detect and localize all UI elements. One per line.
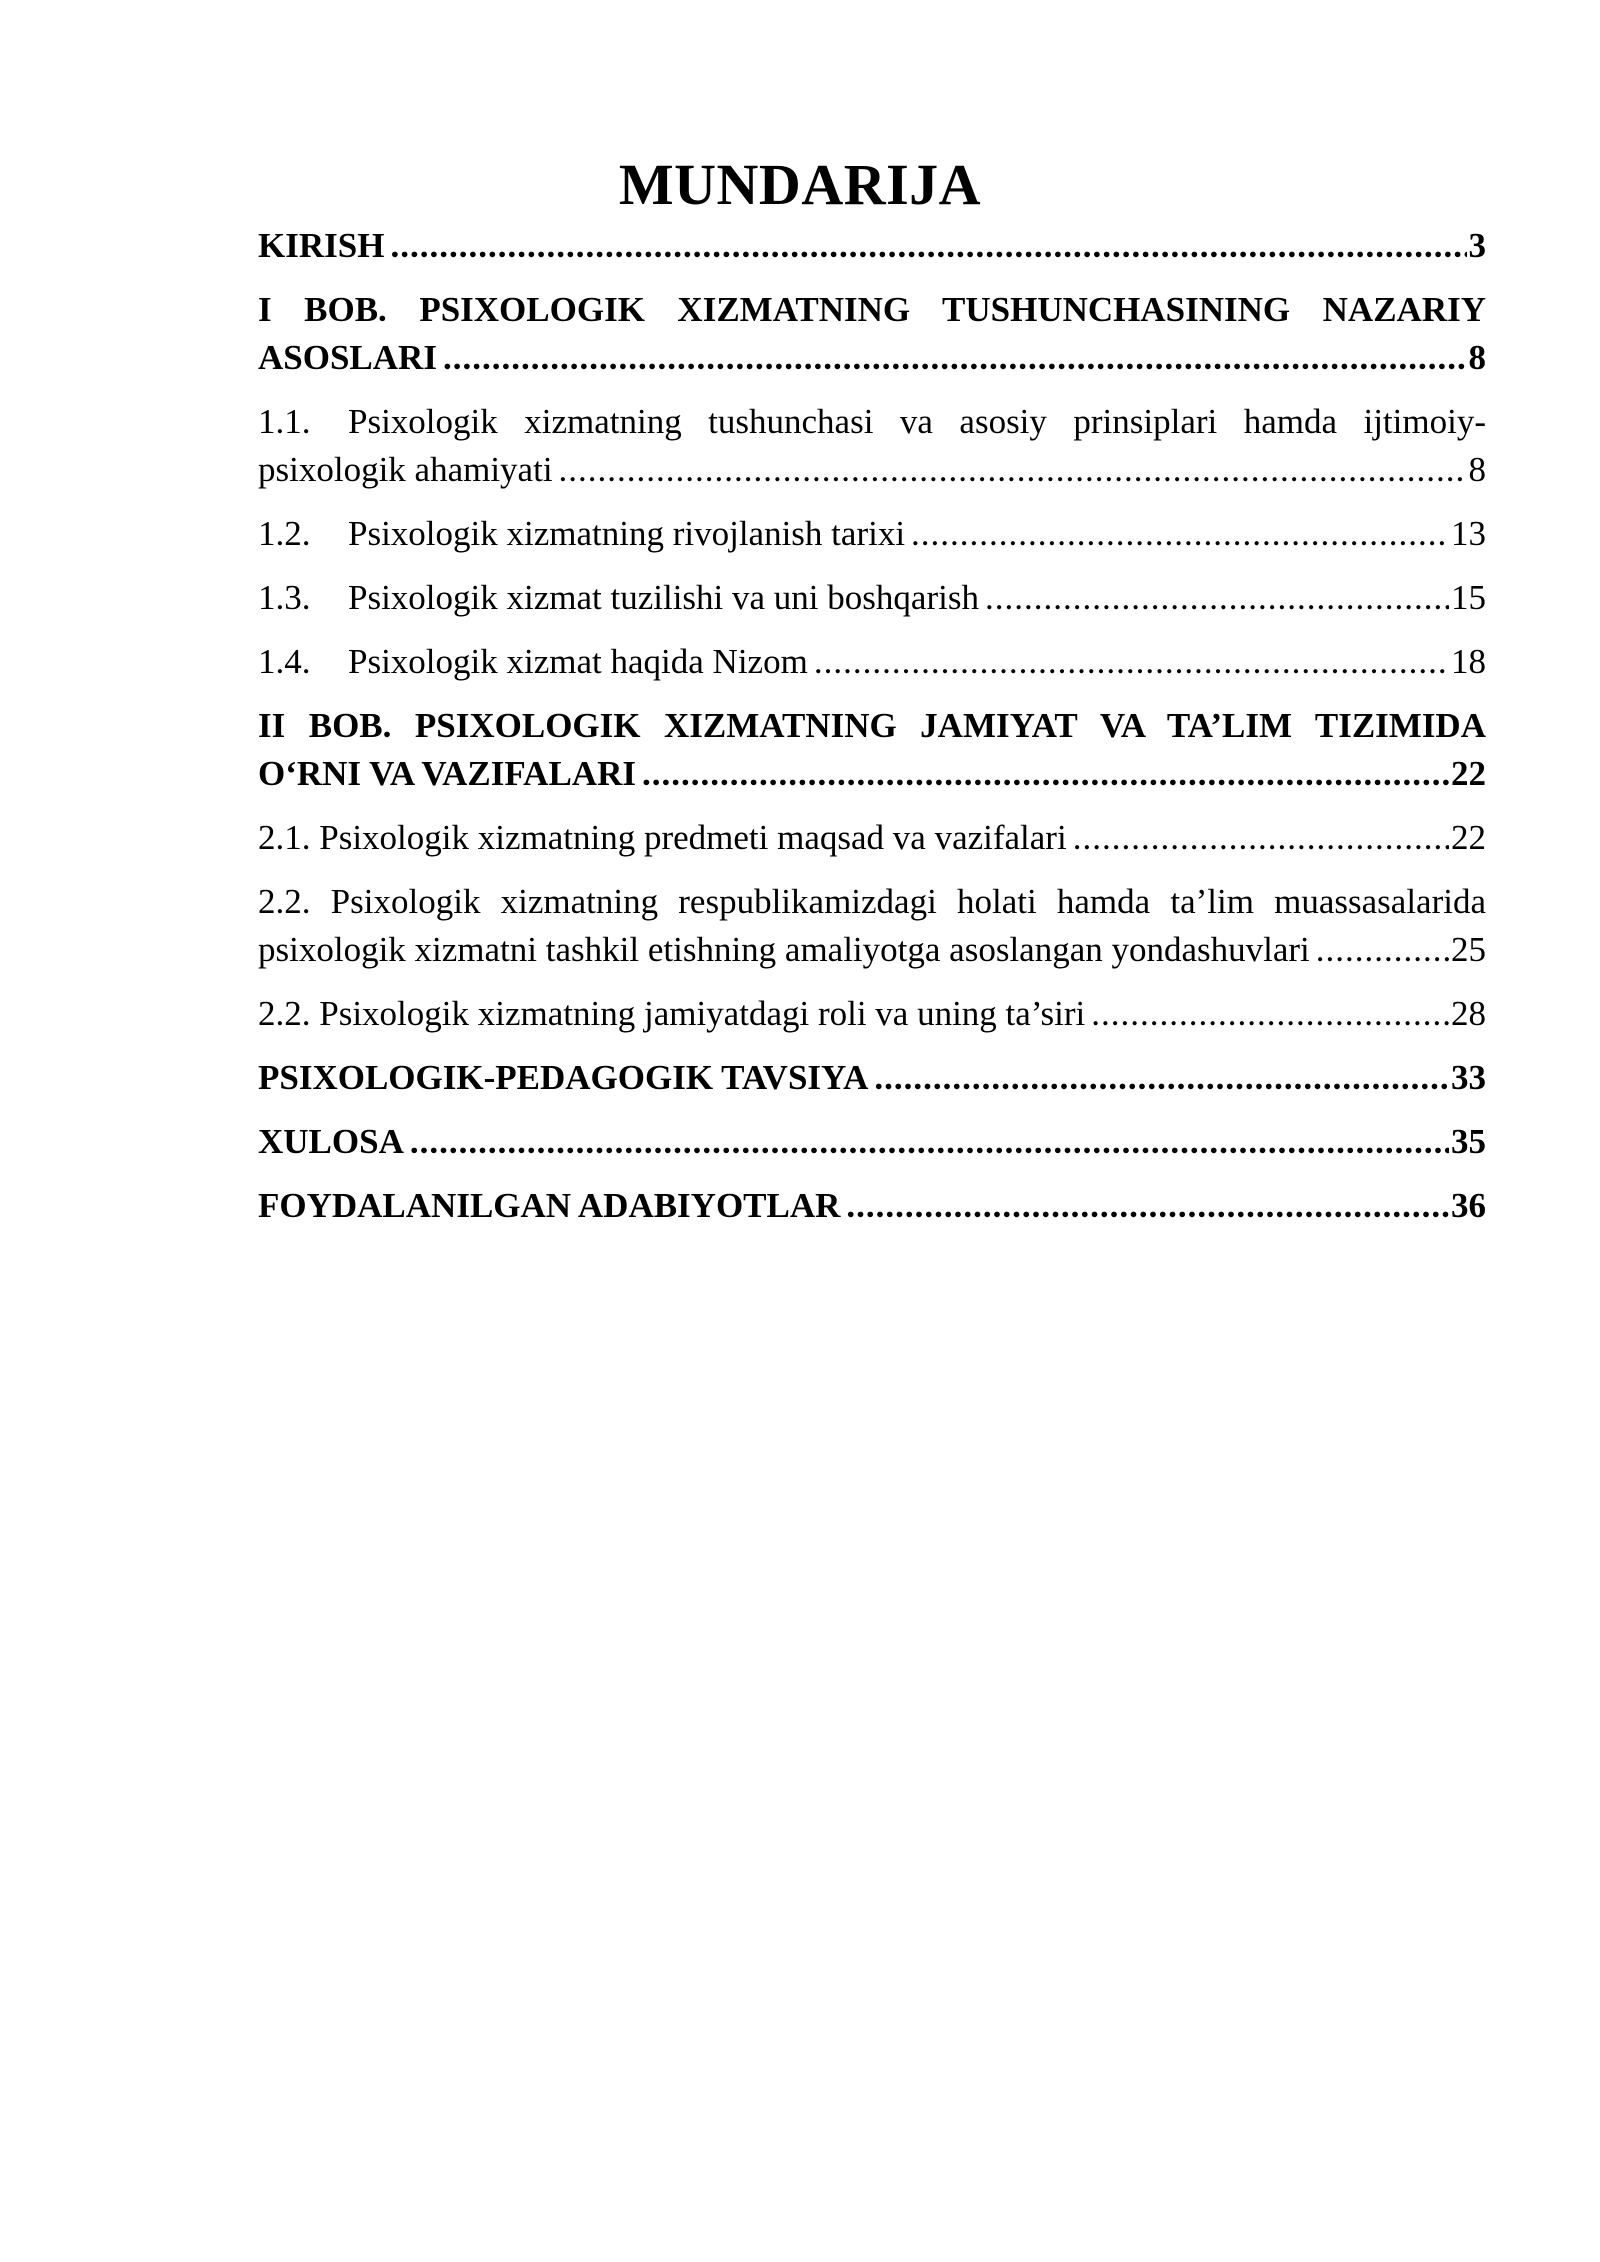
dot-leader bbox=[642, 750, 1449, 798]
dot-leader bbox=[390, 222, 1466, 270]
toc-entry-text: PSIXOLOGIK-PEDAGOGIK TAVSIYA bbox=[258, 1058, 869, 1097]
toc-entry-last-line bbox=[258, 750, 1486, 798]
toc-page-number: 13 bbox=[1451, 514, 1486, 553]
toc-entry-title bbox=[258, 574, 979, 622]
toc-entry-last-line bbox=[258, 638, 1486, 686]
toc-entry[interactable] bbox=[258, 398, 1486, 494]
toc-entry-text: Psixologik xizmat tuzilishi va uni boshqarish bbox=[348, 578, 979, 617]
toc-entry-last-line bbox=[258, 926, 1486, 974]
toc-entry[interactable] bbox=[258, 814, 1486, 862]
toc-page-number: 15 bbox=[1451, 578, 1486, 617]
dot-leader bbox=[1316, 926, 1449, 974]
toc-entry-last-line bbox=[258, 222, 1486, 270]
toc-entry-text: Psixologik xizmatning rivojlanish tarixi bbox=[348, 514, 906, 553]
toc-entry[interactable] bbox=[258, 574, 1486, 622]
toc-entry-title bbox=[258, 990, 1085, 1038]
toc-entry-line bbox=[258, 286, 1486, 334]
toc-page-number: 36 bbox=[1451, 1186, 1486, 1225]
toc-page-number: 8 bbox=[1468, 338, 1486, 377]
dot-leader bbox=[443, 334, 1467, 382]
toc-entry-text: XULOSA bbox=[258, 1122, 404, 1161]
toc-entry-text: FOYDALANILGAN ADABIYOTLAR bbox=[258, 1186, 841, 1225]
dot-leader bbox=[410, 1118, 1449, 1166]
toc-entry-title bbox=[258, 222, 384, 270]
dot-leader bbox=[911, 510, 1449, 558]
toc-entry-text: 2.1. Psixologik xizmatning predmeti maqsad va vazifalari bbox=[258, 818, 1067, 857]
toc-entry-line bbox=[258, 878, 1486, 926]
toc-entry-last-line bbox=[258, 510, 1486, 558]
dot-leader bbox=[1091, 990, 1449, 1038]
table-of-contents bbox=[258, 222, 1486, 1246]
toc-entry-number: 1.3. bbox=[258, 578, 311, 617]
toc-entry-line bbox=[258, 702, 1486, 750]
toc-entry-text: I BOB. PSIXOLOGIK XIZMATNING TUSHUNCHASINING NAZARIY bbox=[258, 290, 1486, 329]
toc-entry[interactable] bbox=[258, 638, 1486, 686]
dot-leader bbox=[1073, 814, 1449, 862]
toc-page-number: 28 bbox=[1451, 994, 1486, 1033]
toc-entry-text: psixologik ahamiyati bbox=[258, 450, 553, 489]
dot-leader bbox=[874, 1054, 1449, 1102]
toc-entry-text: ASOSLARI bbox=[258, 338, 437, 377]
toc-page-number: 18 bbox=[1451, 642, 1486, 681]
toc-entry[interactable] bbox=[258, 1054, 1486, 1102]
toc-entry-number: 1.2. bbox=[258, 514, 311, 553]
toc-page-number: 8 bbox=[1468, 450, 1486, 489]
toc-entry[interactable] bbox=[258, 510, 1486, 558]
toc-entry-title bbox=[258, 1182, 840, 1230]
toc-page-number: 22 bbox=[1451, 754, 1486, 793]
toc-entry-last-line bbox=[258, 446, 1486, 494]
toc-entry-text: O‘RNI VA VAZIFALARI bbox=[258, 754, 636, 793]
toc-entry-text: KIRISH bbox=[258, 226, 385, 265]
toc-entry-text: Psixologik xizmat haqida Nizom bbox=[348, 642, 808, 681]
toc-entry-last-line bbox=[258, 1054, 1486, 1102]
toc-entry-text: 2.2. Psixologik xizmatning jamiyatdagi roli va uning ta’siri bbox=[258, 994, 1086, 1033]
toc-page-number: 3 bbox=[1468, 226, 1486, 265]
toc-entry-last-line bbox=[258, 1118, 1486, 1166]
toc-entry-title bbox=[258, 750, 636, 798]
toc-entry-title bbox=[258, 334, 437, 382]
toc-entry-title bbox=[258, 510, 905, 558]
toc-entry[interactable] bbox=[258, 1182, 1486, 1230]
dot-leader bbox=[846, 1182, 1449, 1230]
toc-entry-text: 2.2. Psixologik xizmatning respublikamizdagi holati hamda ta’lim muassasalarida bbox=[258, 882, 1486, 921]
toc-entry-title bbox=[258, 446, 553, 494]
toc-entry[interactable] bbox=[258, 878, 1486, 974]
toc-page-number: 33 bbox=[1451, 1058, 1486, 1097]
toc-entry-number: 1.1. bbox=[258, 402, 311, 441]
toc-entry-text: II BOB. PSIXOLOGIK XIZMATNING JAMIYAT VA TA’LIM TIZIMIDA bbox=[258, 706, 1486, 745]
toc-entry-title bbox=[258, 1054, 868, 1102]
dot-leader bbox=[559, 446, 1467, 494]
toc-entry-line bbox=[258, 398, 1486, 446]
toc-entry-text: psixologik xizmatni tashkil etishning amaliyotga asoslangan yondashuvlari bbox=[258, 930, 1310, 969]
toc-entry-title bbox=[258, 926, 1310, 974]
toc-entry[interactable] bbox=[258, 1118, 1486, 1166]
toc-entry-title bbox=[258, 638, 808, 686]
toc-page-number: 35 bbox=[1451, 1122, 1486, 1161]
toc-entry[interactable] bbox=[258, 990, 1486, 1038]
dot-leader bbox=[814, 638, 1449, 686]
toc-entry[interactable] bbox=[258, 286, 1486, 382]
toc-entry-number: 1.4. bbox=[258, 642, 311, 681]
page-title: MUNDARIJA bbox=[618, 152, 982, 217]
toc-entry-last-line bbox=[258, 1182, 1486, 1230]
toc-entry-title bbox=[258, 814, 1067, 862]
toc-entry-last-line bbox=[258, 334, 1486, 382]
toc-entry-last-line bbox=[258, 814, 1486, 862]
toc-entry-last-line bbox=[258, 574, 1486, 622]
toc-entry[interactable] bbox=[258, 222, 1486, 270]
toc-page-number: 22 bbox=[1451, 818, 1486, 857]
toc-entry-last-line bbox=[258, 990, 1486, 1038]
toc-entry-title bbox=[258, 1118, 404, 1166]
toc-page-number: 25 bbox=[1451, 930, 1486, 969]
toc-entry-text: Psixologik xizmatning tushunchasi va asosiy prinsiplari hamda ijtimoiy- bbox=[348, 402, 1486, 441]
dot-leader bbox=[985, 574, 1449, 622]
toc-entry[interactable] bbox=[258, 702, 1486, 798]
